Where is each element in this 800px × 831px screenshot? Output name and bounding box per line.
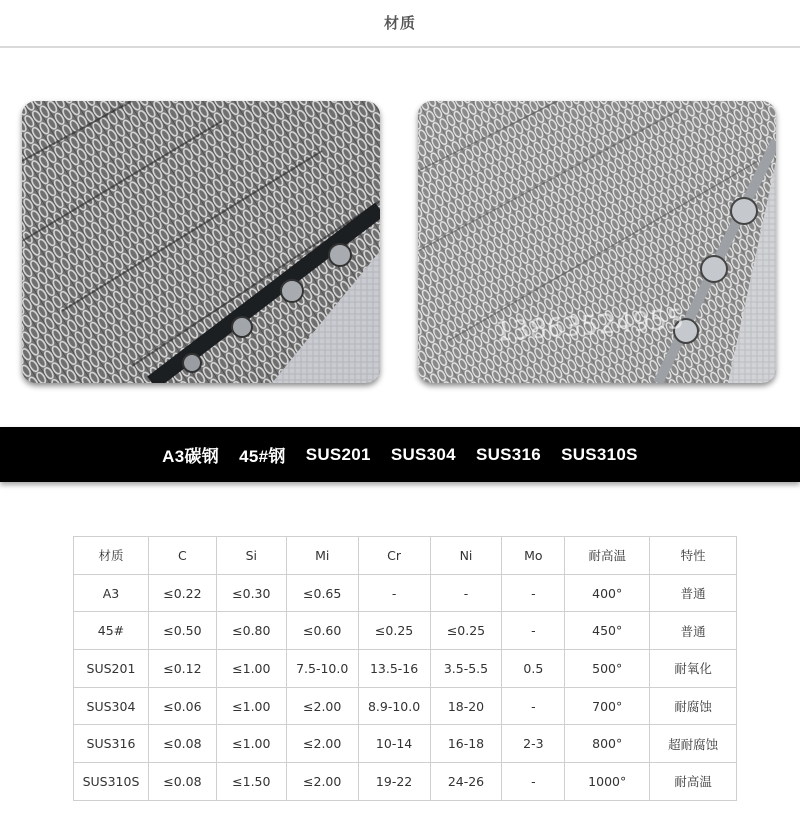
- table-header-row: [74, 537, 737, 575]
- cell-si: ≤1.50: [216, 763, 286, 801]
- material-label: SUS316: [475, 444, 542, 464]
- cell-ni: -: [430, 574, 502, 612]
- cell-c: ≤0.12: [148, 650, 216, 688]
- section-header: [0, 0, 800, 48]
- material-spec-table: [73, 536, 737, 801]
- cell-mo: 2-3: [502, 725, 565, 763]
- material-label: SUS310S: [561, 444, 638, 464]
- cell-cr: ≤0.25: [358, 612, 430, 650]
- cell-heat: 400°: [565, 574, 650, 612]
- section-title: 材质: [383, 15, 416, 32]
- cell-ni: ≤0.25: [430, 612, 502, 650]
- cell-cr: 8.9-10.0: [358, 687, 430, 725]
- cell-material: A3: [74, 574, 149, 612]
- cell-ni: 18-20: [430, 687, 502, 725]
- cell-property: 普通: [650, 612, 737, 650]
- cell-c: ≤0.06: [148, 687, 216, 725]
- cell-cr: -: [358, 574, 430, 612]
- cell-ni: 16-18: [430, 725, 502, 763]
- photo-watermark: 13863524955: [494, 303, 685, 348]
- cell-mi: ≤2.00: [286, 687, 358, 725]
- col-header-mo: Mo: [502, 537, 565, 575]
- cell-c: ≤0.08: [148, 763, 216, 801]
- cell-mo: -: [502, 763, 565, 801]
- cell-material: 45#: [74, 612, 149, 650]
- table-row: [74, 725, 737, 763]
- cell-c: ≤0.50: [148, 612, 216, 650]
- cell-material: SUS316: [74, 725, 149, 763]
- col-header-heat: 耐高温: [565, 537, 650, 575]
- cell-heat: 700°: [565, 687, 650, 725]
- materials-band: [0, 427, 800, 482]
- col-header-ni: Ni: [430, 537, 502, 575]
- col-header-material: 材质: [74, 537, 149, 575]
- cell-si: ≤1.00: [216, 650, 286, 688]
- material-label: A3碳钢: [162, 447, 220, 466]
- table-row: [74, 687, 737, 725]
- cell-mi: ≤2.00: [286, 725, 358, 763]
- header-divider: [0, 46, 800, 48]
- cell-heat: 800°: [565, 725, 650, 763]
- table-row: [74, 763, 737, 801]
- cell-cr: 19-22: [358, 763, 430, 801]
- mesh-belt-photo-stainless: [418, 101, 776, 383]
- material-label: SUS304: [390, 444, 456, 464]
- cell-mi: 7.5-10.0: [286, 650, 358, 688]
- cell-mo: -: [502, 612, 565, 650]
- table-row: [74, 650, 737, 688]
- cell-si: ≤1.00: [216, 687, 286, 725]
- cell-property: 耐腐蚀: [650, 687, 737, 725]
- cell-c: ≤0.22: [148, 574, 216, 612]
- col-header-cr: Cr: [358, 537, 430, 575]
- cell-mo: 0.5: [502, 650, 565, 688]
- cell-cr: 10-14: [358, 725, 430, 763]
- table-row: [74, 612, 737, 650]
- cell-c: ≤0.08: [148, 725, 216, 763]
- col-header-c: C: [148, 537, 216, 575]
- mesh-belt-photo-carbon-steel: [22, 101, 380, 383]
- cell-mo: -: [502, 687, 565, 725]
- table-row: [74, 574, 737, 612]
- cell-property: 耐氧化: [650, 650, 737, 688]
- col-header-property: 特性: [650, 537, 737, 575]
- cell-heat: 450°: [565, 612, 650, 650]
- cell-heat: 500°: [565, 650, 650, 688]
- cell-mo: -: [502, 574, 565, 612]
- col-header-si: Si: [216, 537, 286, 575]
- cell-ni: 3.5-5.5: [430, 650, 502, 688]
- cell-heat: 1000°: [565, 763, 650, 801]
- cell-mi: ≤0.65: [286, 574, 358, 612]
- cell-ni: 24-26: [430, 763, 502, 801]
- cell-mi: ≤2.00: [286, 763, 358, 801]
- material-label: SUS201: [305, 444, 371, 464]
- cell-si: ≤0.30: [216, 574, 286, 612]
- cell-material: SUS201: [74, 650, 149, 688]
- cell-material: SUS310S: [74, 763, 149, 801]
- cell-property: 普通: [650, 574, 737, 612]
- cell-si: ≤1.00: [216, 725, 286, 763]
- cell-property: 超耐腐蚀: [650, 725, 737, 763]
- material-label: 45#钢: [239, 447, 286, 466]
- col-header-mi: Mi: [286, 537, 358, 575]
- cell-property: 耐高温: [650, 763, 737, 801]
- cell-material: SUS304: [74, 687, 149, 725]
- cell-si: ≤0.80: [216, 612, 286, 650]
- cell-cr: 13.5-16: [358, 650, 430, 688]
- cell-mi: ≤0.60: [286, 612, 358, 650]
